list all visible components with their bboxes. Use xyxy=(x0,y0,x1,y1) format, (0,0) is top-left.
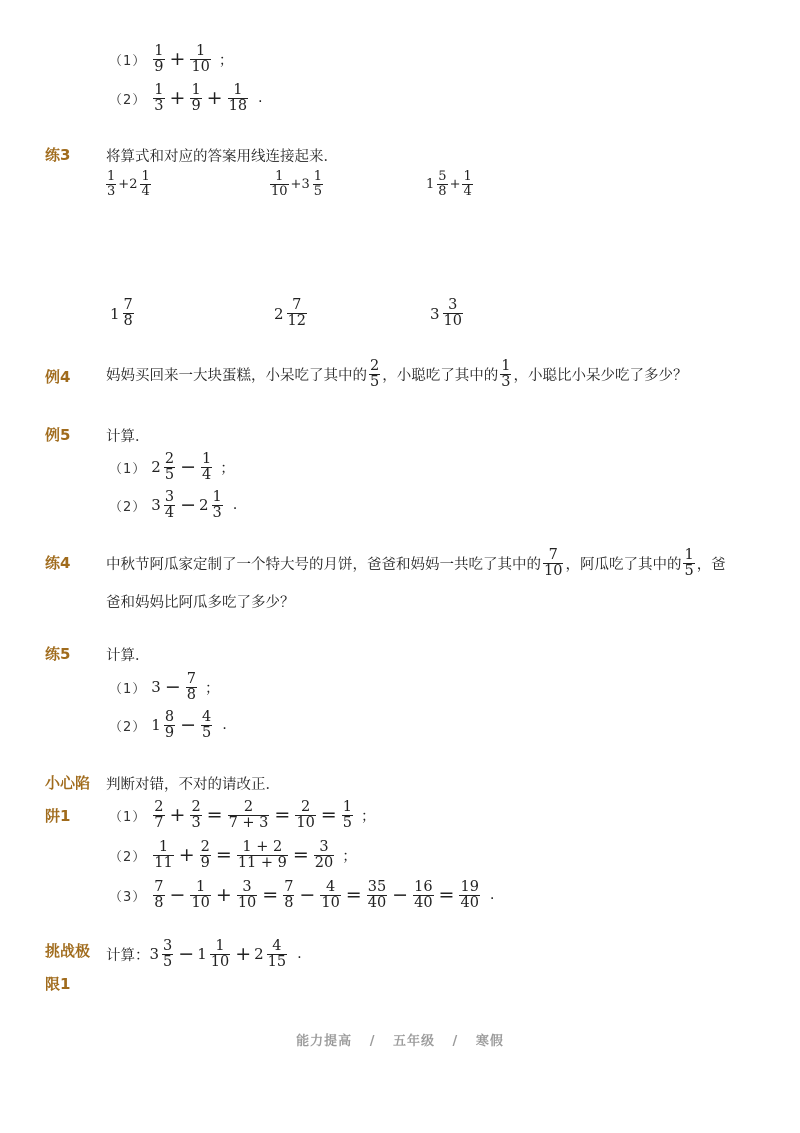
trap1-problem-3: （3） $\frac{7}{8}$ − $\frac{1}{10}$ + $\frac{3}{10}$ = $\frac{7}{8}$ − $\frac{4}{10}$ = $\frac{35}{40}$ − $\frac{16}{40}$ = $\frac{19}{40}$ . xyxy=(109,878,495,911)
fraction: $\frac{1}{5}$ xyxy=(313,169,323,199)
fraction: $\frac{7}{8}$ xyxy=(154,878,164,911)
lian5-instruction: 计算． xyxy=(106,648,150,664)
fraction: $\frac{2}{7 + 3}$ xyxy=(228,798,269,831)
problem-index: （1） xyxy=(109,53,147,69)
fraction: $\frac{1 + 2}{11 + 9}$ xyxy=(237,838,287,871)
li5-problem-2: （2） 3 $\frac{3}{4}$ − 2 $\frac{1}{3}$ . xyxy=(109,488,238,521)
trap1-problem-2: （2） $\frac{1}{11}$ + $\frac{2}{9}$ = $\frac{1 + 2}{11 + 9}$ = $\frac{3}{20}$ ； xyxy=(109,838,357,871)
section-label-lian3: 练3 xyxy=(45,146,71,164)
fraction: $\frac{1}{3}$ xyxy=(212,488,222,521)
problem-index: （2） xyxy=(109,92,147,108)
fraction: $\frac{1}{3}$ xyxy=(107,169,116,199)
fraction: $\frac{1}{10}$ xyxy=(191,878,210,911)
fraction: $\frac{2}{3}$ xyxy=(191,798,201,831)
li5-problem-1: （1） 2 $\frac{2}{5}$ − $\frac{1}{4}$ ； xyxy=(109,450,235,483)
fraction: $\frac{8}{9}$ xyxy=(164,708,175,741)
lian3-expression-2: $\frac{1}{10}$ + 3 $\frac{1}{5}$ xyxy=(271,169,323,199)
fraction: $\frac{1}{3}$ xyxy=(154,81,164,114)
fraction: $\frac{4}{15}$ xyxy=(267,937,287,970)
lian3-answer-1: 1 $\frac{7}{8}$ xyxy=(110,297,133,329)
fraction: $\frac{1}{18}$ xyxy=(228,81,248,114)
trap1-problem-1: （1） $\frac{2}{7}$ + $\frac{2}{3}$ = $\frac{2}{7 + 3}$ = $\frac{2}{10}$ = $\frac{1}{5}$ ； xyxy=(109,798,376,831)
footer-separator: / xyxy=(369,1034,376,1049)
top-problem-2: （2） $\frac{1}{3}$ + $\frac{1}{9}$ + $\frac{1}{18}$ . xyxy=(109,81,263,114)
lian4-question-line-2: 爸和妈妈比阿瓜多吃了多少？ xyxy=(106,595,295,611)
fraction: $\frac{5}{8}$ xyxy=(438,169,447,199)
section-label-challenge1-line2: 限1 xyxy=(45,975,71,993)
trap1-instruction: 判断对错，不对的请改正． xyxy=(106,777,280,793)
lian3-instruction: 将算式和对应的答案用线连接起来． xyxy=(106,149,338,165)
fraction: $\frac{1}{11}$ xyxy=(154,838,173,871)
fraction: $\frac{1}{5}$ xyxy=(684,546,694,579)
section-label-trap1-line2: 阱1 xyxy=(45,807,71,825)
footer-term: 寒假 xyxy=(475,1034,504,1049)
fraction: $\frac{2}{5}$ xyxy=(164,450,175,483)
fraction: $\frac{35}{40}$ xyxy=(367,878,387,911)
fraction: $\frac{7}{8}$ xyxy=(284,878,294,911)
fraction: $\frac{16}{40}$ xyxy=(414,878,433,911)
fraction: $\frac{19}{40}$ xyxy=(460,878,479,911)
fraction: $\frac{1}{10}$ xyxy=(191,42,210,75)
section-label-li4: 例4 xyxy=(45,368,71,386)
fraction: $\frac{3}{10}$ xyxy=(443,297,462,329)
fraction: $\frac{7}{10}$ xyxy=(544,546,563,579)
section-label-challenge1-line1: 挑战极 xyxy=(45,942,91,960)
fraction: $\frac{7}{8}$ xyxy=(186,670,196,703)
footer-grade: 五年级 xyxy=(392,1034,435,1049)
fraction: $\frac{2}{5}$ xyxy=(370,357,380,390)
page-footer xyxy=(0,1030,800,1049)
section-label-trap1-line1: 小心陷 xyxy=(45,774,91,792)
fraction: $\frac{3}{10}$ xyxy=(237,878,257,911)
challenge1-problem: 计算： 3 $\frac{3}{5}$ − 1 $\frac{1}{10}$ + 2 $\frac{4}{15}$ . xyxy=(106,937,302,970)
fraction: $\frac{3}{4}$ xyxy=(164,488,175,521)
fraction: $\frac{7}{12}$ xyxy=(287,297,306,329)
li4-question: 妈妈买回来一大块蛋糕，小呆吃了其中的 $\frac{2}{5}$ ，小聪吃了其中的 $\frac{1}{3}$ ，小聪比小呆少吃了多少？ xyxy=(106,357,688,390)
fraction: $\frac{2}{9}$ xyxy=(200,838,210,871)
lian3-expression-3: 1 $\frac{5}{8}$ + $\frac{1}{4}$ xyxy=(426,169,472,199)
lian5-problem-1: （1） 3 − $\frac{7}{8}$ ； xyxy=(109,670,220,703)
lian5-problem-2: （2） 1 $\frac{8}{9}$ − $\frac{4}{5}$ . xyxy=(109,708,227,741)
fraction: $\frac{1}{4}$ xyxy=(141,169,150,199)
fraction: $\frac{1}{10}$ xyxy=(210,937,230,970)
fraction: $\frac{1}{9}$ xyxy=(191,81,201,114)
fraction: $\frac{4}{10}$ xyxy=(321,878,340,911)
lian3-answer-3: 3 $\frac{3}{10}$ xyxy=(430,297,462,329)
fraction: $\frac{3}{20}$ xyxy=(314,838,334,871)
fraction: $\frac{4}{5}$ xyxy=(201,708,212,741)
fraction: $\frac{2}{7}$ xyxy=(154,798,164,831)
fraction: $\frac{3}{5}$ xyxy=(163,937,173,970)
li5-instruction: 计算． xyxy=(106,429,150,445)
section-label-lian4: 练4 xyxy=(45,554,71,572)
fraction: $\frac{1}{5}$ xyxy=(342,798,352,831)
top-problem-1: （1） $\frac{1}{9}$ + $\frac{1}{10}$ ； xyxy=(109,42,234,75)
fraction: $\frac{1}{3}$ xyxy=(501,357,511,390)
fraction: $\frac{1}{4}$ xyxy=(463,169,472,199)
fraction: $\frac{7}{8}$ xyxy=(123,297,133,329)
lian3-answer-2: 2 $\frac{7}{12}$ xyxy=(274,297,306,329)
fraction: $\frac{1}{4}$ xyxy=(201,450,212,483)
fraction: $\frac{2}{10}$ xyxy=(296,798,315,831)
footer-separator: / xyxy=(452,1034,459,1049)
footer-course: 能力提高 xyxy=(296,1034,353,1049)
section-label-li5: 例5 xyxy=(45,426,71,444)
lian4-question-line-1: 中秋节阿瓜家定制了一个特大号的月饼，爸爸和妈妈一共吃了其中的 $\frac{7}{10}$ ，阿瓜吃了其中的 $\frac{1}{5}$ ，爸 xyxy=(106,546,726,579)
fraction: $\frac{1}{9}$ xyxy=(154,42,164,75)
fraction: $\frac{1}{10}$ xyxy=(271,169,288,199)
lian3-expression-1: $\frac{1}{3}$ + 2 $\frac{1}{4}$ xyxy=(107,169,150,199)
section-label-lian5: 练5 xyxy=(45,645,71,663)
